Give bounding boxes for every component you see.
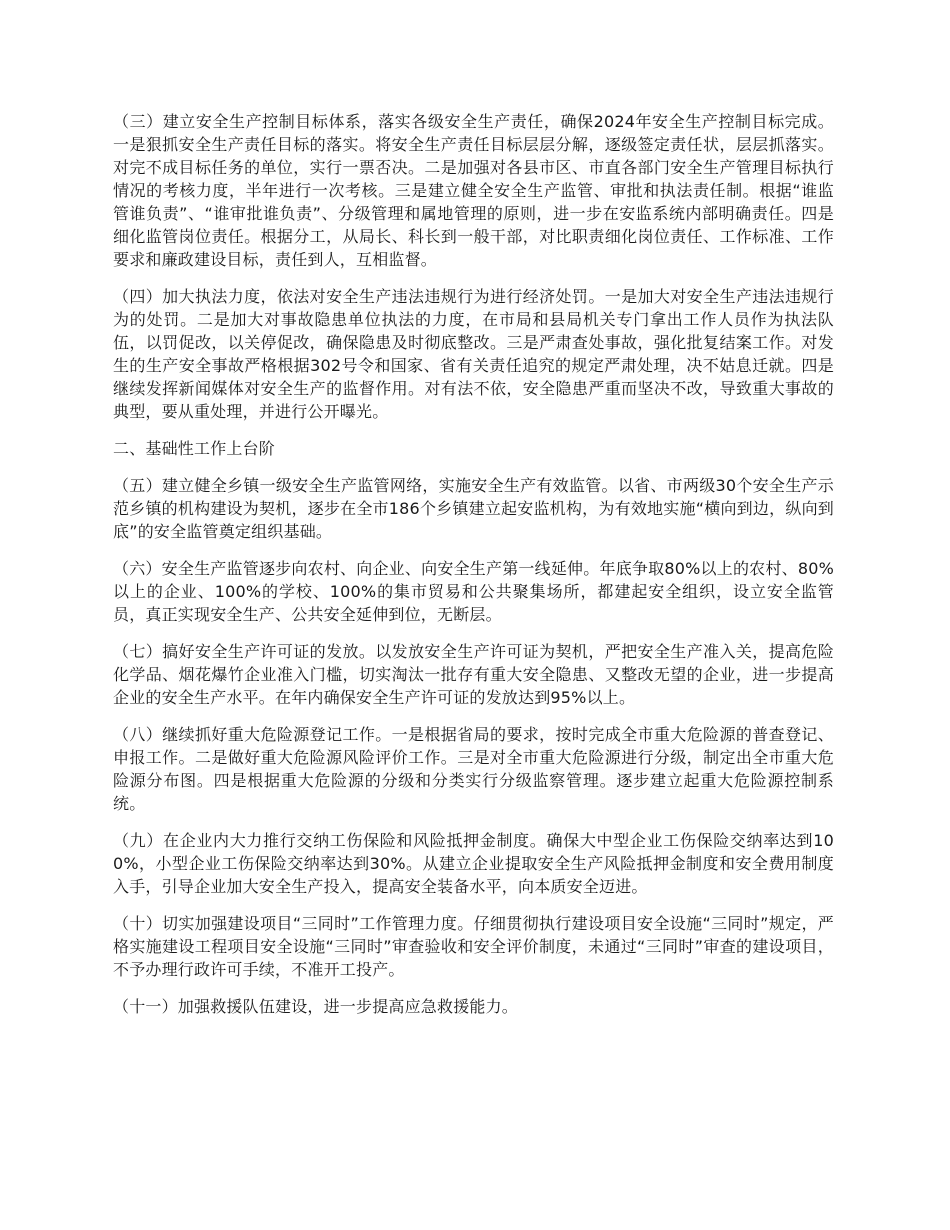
section-heading-basic-work: 二、基础性工作上台阶: [113, 439, 276, 458]
paragraph-7-license: （七）搞好安全生产许可证的发放。以发放安全生产许可证为契机，严把安全生产准入关，提高危险化学品、烟花爆竹企业准入门槛，切实淘汰一批存有重大安全隐患、又整改无望的企业，进一步提高企业的安全生产水平。在年内确保安全生产许可证的发放达到95%以上。: [113, 642, 834, 707]
paragraph-6-supervision-extension: （六）安全生产监管逐步向农村、向企业、向安全生产第一线延伸。年底争取80%以上的农村、80%以上的企业、100%的学校、100%的集市贸易和公共聚集场所，都建起安全组织，设立安全监管员，真正实现安全生产、公共安全延伸到位，无断层。: [113, 559, 834, 624]
paragraph-9-insurance: （九）在企业内大力推行交纳工伤保险和风险抵押金制度。确保大中型企业工伤保险交纳率达到100%，小型企业工伤保险交纳率达到30%。从建立企业提取安全生产风险抵押金制度和安全费用制度入手，引导企业加大安全生产投入，提高安全装备水平，向本质安全迈进。: [113, 831, 834, 896]
paragraph-11-rescue-team: （十一）加强救援队伍建设，进一步提高应急救援能力。: [113, 997, 519, 1016]
paragraph-4-enforcement: （四）加大执法力度，依法对安全生产违法违规行为进行经济处罚。一是加大对安全生产违法违规行为的处罚。二是加大对事故隐患单位执法的力度，在市局和县局机关专门拿出工作人员作为执法队伍，以罚促改，以关停促改，确保隐患及时彻底整改。三是严肃查处事故，强化批复结案工作。对发生的生产安全事故严格根据302号令和国家、省有关责任追究的规定严肃处理，决不姑息迁就。四是继续发挥新闻媒体对安全生产的监督作用。对有法不依，安全隐患严重而坚决不改，导致重大事故的典型，要从重处理，并进行公开曝光。: [113, 287, 834, 421]
paragraph-5-township-network: （五）建立健全乡镇一级安全生产监管网络，实施安全生产有效监管。以省、市两级30个安全生产示范乡镇的机构建设为契机，逐步在全市186个乡镇建立起安监机构，为有效地实施“横向到边，纵向到底”的安全监管奠定组织基础。: [113, 476, 834, 541]
paragraph-3-responsibility: （三）建立安全生产控制目标体系，落实各级安全生产责任，确保2024年安全生产控制目标完成。一是狠抓安全生产责任目标的落实。将安全生产责任目标层层分解，逐级签定责任状，层层抓落实。对完不成目标任务的单位，实行一票否决。二是加强对各县市区、市直各部门安全生产管理目标执行情况的考核力度，半年进行一次考核。三是建立健全安全生产监管、审批和执法责任制。根据“谁监管谁负责”、“谁审批谁负责”、分级管理和属地管理的原则，进一步在安监系统内部明确责任。四是细化监管岗位责任。根据分工，从局长、科长到一般干部，对比职责细化岗位责任、工作标准、工作要求和廉政建设目标，责任到人，互相监督。: [113, 112, 834, 269]
paragraph-8-hazard-registry: （八）继续抓好重大危险源登记工作。一是根据省局的要求，按时完成全市重大危险源的普查登记、申报工作。二是做好重大危险源风险评价工作。三是对全市重大危险源进行分级，制定出全市重大危险源分布图。四是根据重大危险源的分级和分类实行分级监察管理。逐步建立起重大危险源控制系统。: [113, 725, 834, 813]
paragraph-10-three-simultaneous: （十）切实加强建设项目“三同时”工作管理力度。仔细贯彻执行建设项目安全设施“三同时”规定，严格实施建设工程项目安全设施“三同时”审查验收和安全评价制度，未通过“三同时”审查的建设项目，不予办理行政许可手续，不准开工投产。: [113, 914, 834, 979]
